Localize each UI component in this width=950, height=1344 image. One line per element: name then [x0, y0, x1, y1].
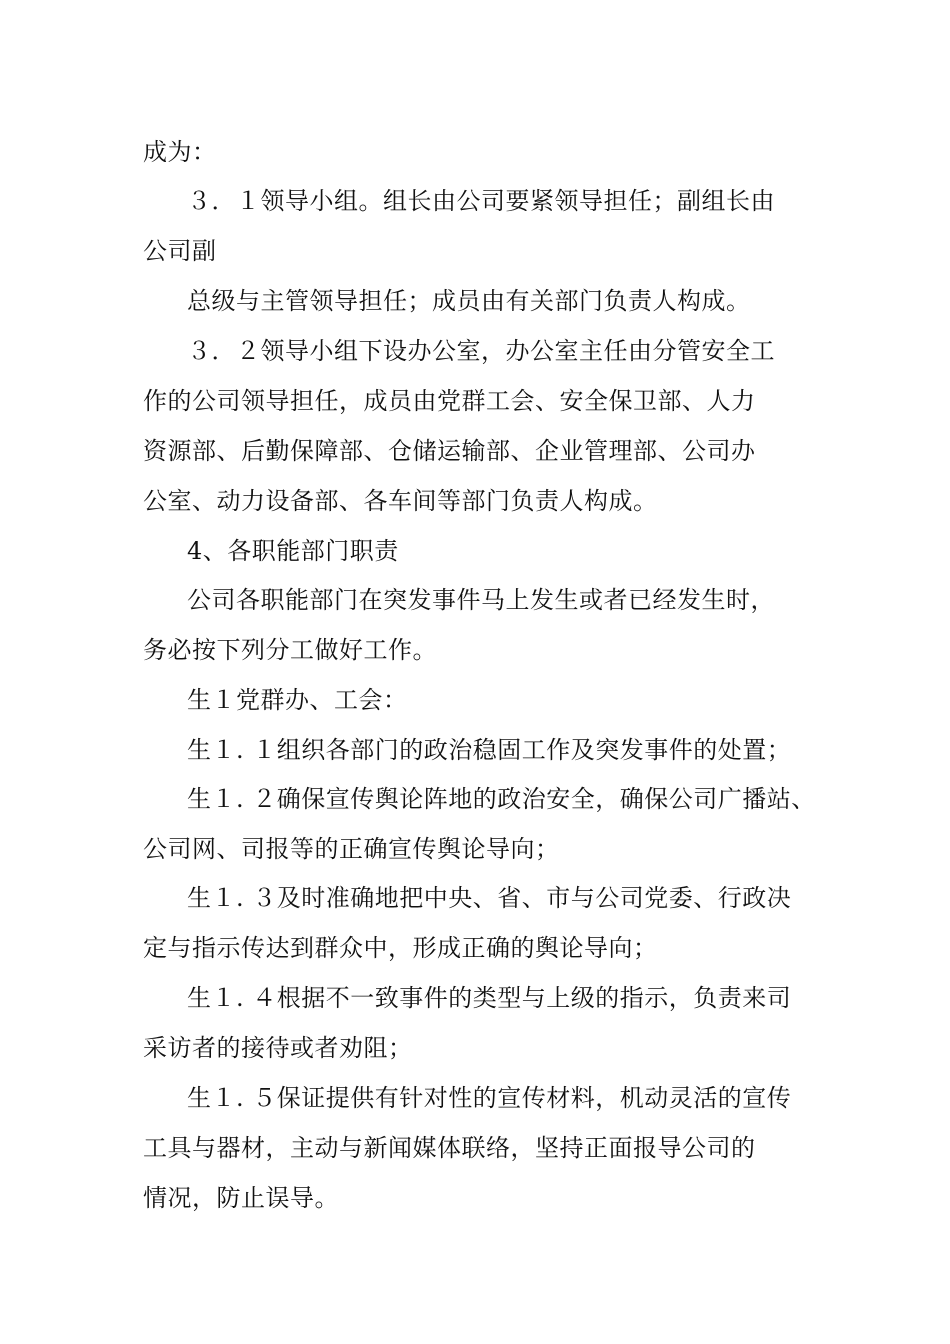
text-line: 定与指示传达到群众中，形成正确的舆论导向；: [143, 934, 658, 962]
text-line: 生１党群办、工会：: [187, 686, 408, 714]
text-line: 公司网、司报等的正确宣传舆论导向；: [143, 835, 560, 863]
text-line: 情况，防止误导。: [143, 1184, 339, 1212]
text-line: 生１. ３及时准确地把中央、省、市与公司党委、行政决: [187, 884, 792, 912]
text-line: 公司各职能部门在突发事件马上发生或者已经发生时，: [187, 586, 775, 614]
text-line: 务必按下列分工做好工作。: [143, 636, 437, 664]
text-line: 成为：: [143, 138, 217, 166]
text-line: 工具与器材，主动与新闻媒体联络，坚持正面报导公司的: [143, 1134, 756, 1162]
text-line: 作的公司领导担任，成员由党群工会、安全保卫部、人力: [143, 387, 756, 415]
text-line: ３．２领导小组下设办公室，办公室主任由分管安全工: [187, 337, 775, 365]
section-heading: 4、各职能部门职责: [187, 537, 399, 565]
text-line: 公室、动力设备部、各车间等部门负责人构成。: [143, 487, 658, 515]
text-line: 总级与主管领导担任；成员由有关部门负责人构成。: [187, 287, 751, 315]
text-line: 采访者的接待或者劝阻；: [143, 1034, 413, 1062]
text-line: 生１. ２确保宣传舆论阵地的政治安全，确保公司广播站、: [187, 785, 816, 813]
text-line: 生１. １组织各部门的政治稳固工作及突发事件的处置；: [187, 736, 792, 764]
text-line: 资源部、后勤保障部、仓储运输部、企业管理部、公司办: [143, 437, 756, 465]
text-line: 生１. ５保证提供有针对性的宣传材料，机动灵活的宣传: [187, 1084, 792, 1112]
text-line: 公司副: [143, 237, 217, 265]
text-line: ３．１领导小组。组长由公司要紧领导担任；副组长由: [187, 187, 775, 215]
text-line: 生１. ４根据不一致事件的类型与上级的指示，负责来司: [187, 984, 792, 1012]
